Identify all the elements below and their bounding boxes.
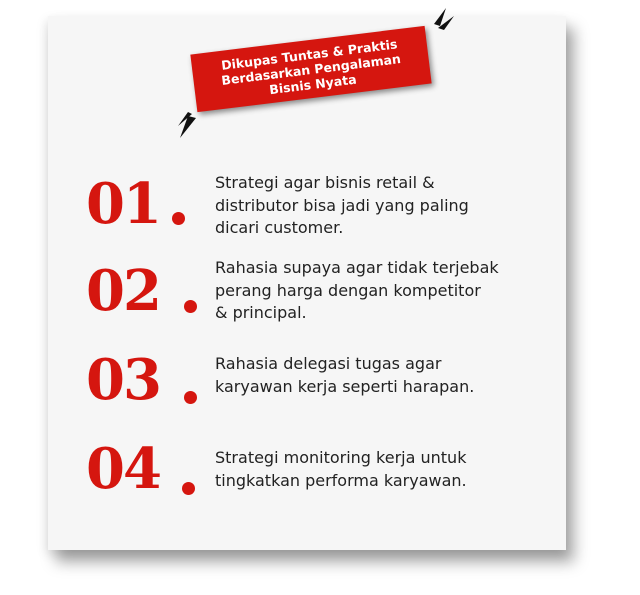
item-number-4: 04 <box>86 436 160 502</box>
item-number-1: 01 <box>86 171 160 237</box>
item-dot-1 <box>172 212 185 225</box>
item-dot-4 <box>182 482 195 495</box>
burst-bottom-left-icon <box>168 108 208 142</box>
item-dot-3 <box>184 391 197 404</box>
item-text-4: Strategi monitoring kerja untuk tingkatkan performa karyawan. <box>215 448 467 490</box>
item-dot-2 <box>184 300 197 313</box>
burst-top-right-icon <box>420 2 460 32</box>
item-number-3: 03 <box>86 347 160 413</box>
item-text-3: Rahasia delegasi tugas agar karyawan kerja seperti harapan. <box>215 354 475 396</box>
item-text-1: Strategi agar bisnis retail & distributor bisa jadi yang paling dicari customer. <box>215 173 469 237</box>
item-number-2: 02 <box>86 258 160 324</box>
item-text-2: Rahasia supaya agar tidak terjebak perang harga dengan kompetitor & principal. <box>215 258 499 322</box>
banner-text: Dikupas Tuntas & Praktis Berdasarkan Pengalaman Bisnis Nyata <box>220 35 402 97</box>
